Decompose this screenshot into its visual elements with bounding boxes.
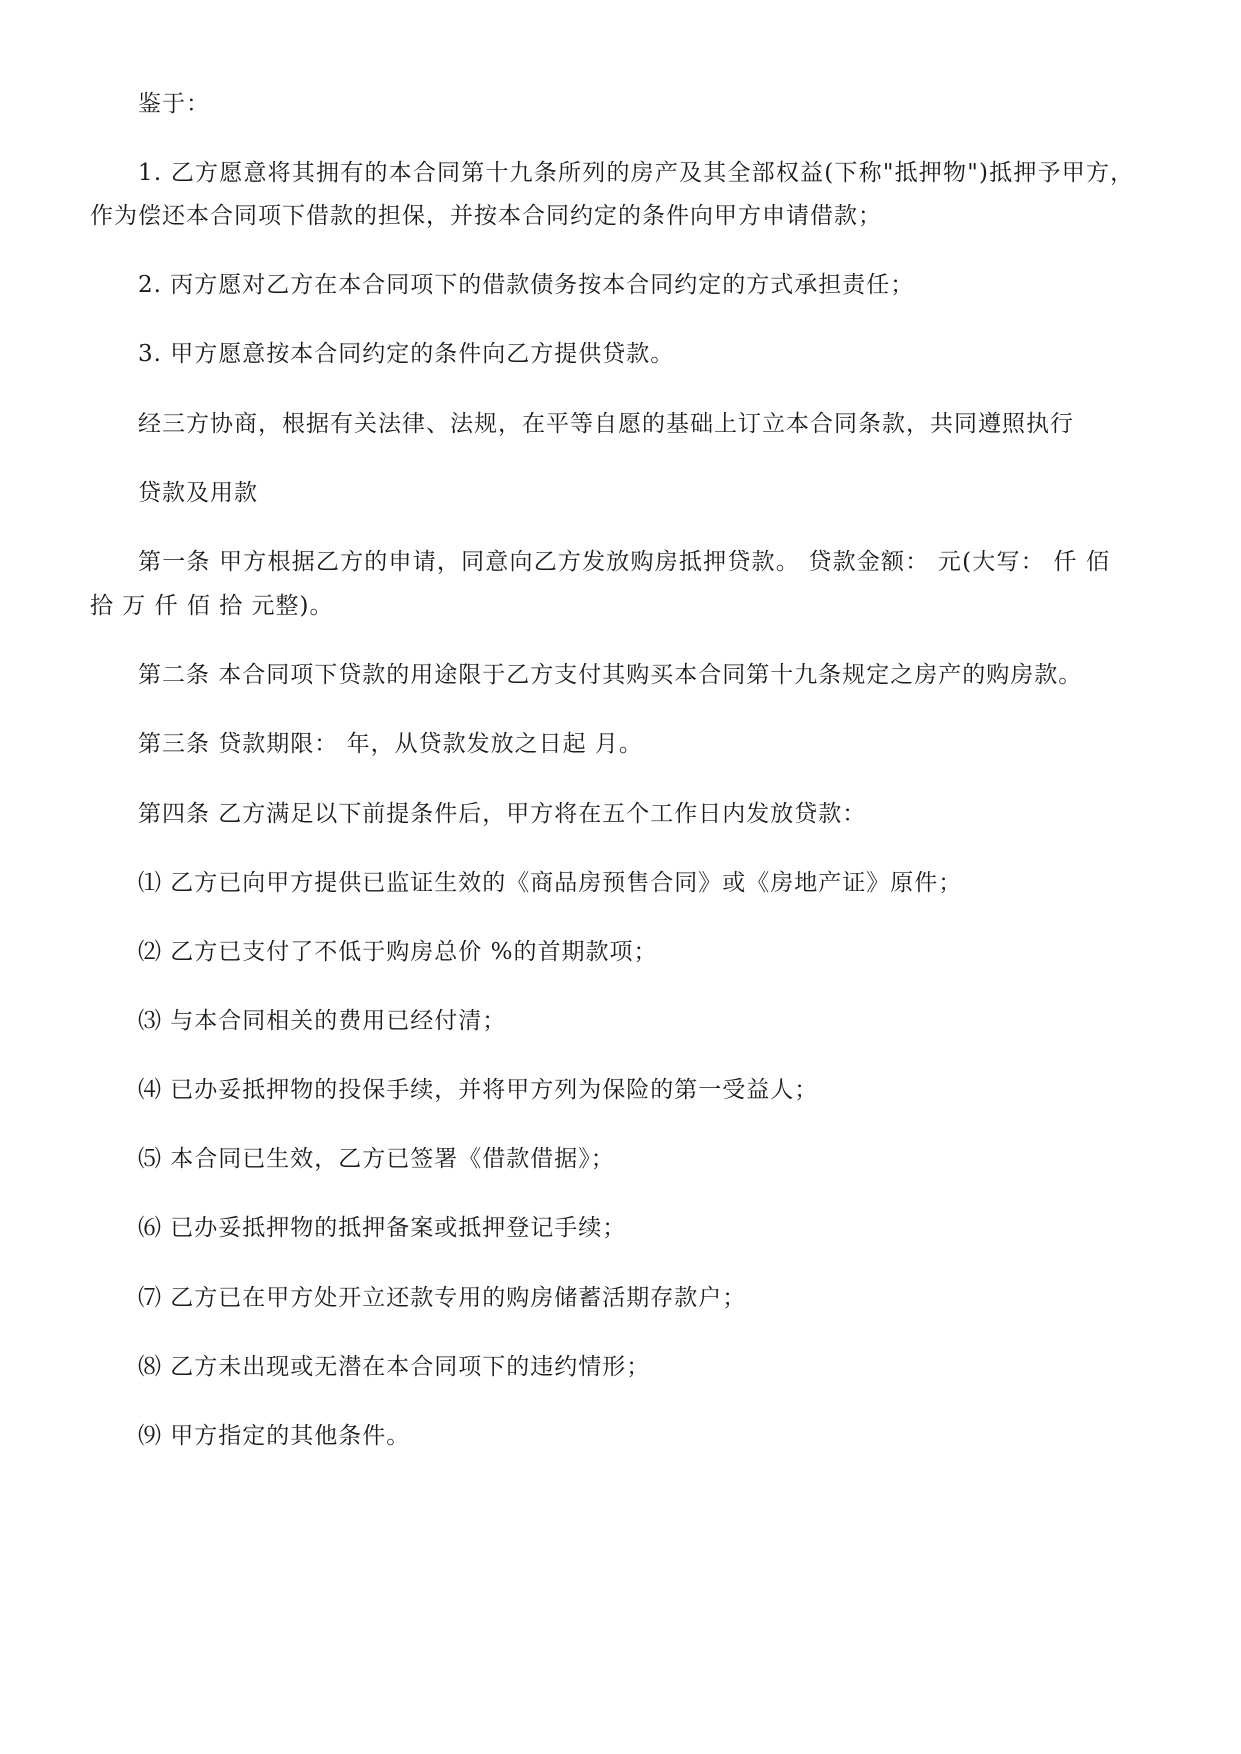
article-1-line-2: 拾 万 仟 佰 拾 元整)。 bbox=[90, 593, 334, 619]
article-1-line-1: 第一条 甲方根据乙方的申请，同意向乙方发放购房抵押贷款。 贷款金额： 元(大写： 仟 佰 bbox=[138, 549, 1111, 575]
article-2: 第二条 本合同项下贷款的用途限于乙方支付其购买本合同第十九条规定之房产的购房款。 bbox=[138, 662, 1083, 688]
condition-item-2: ⑵ 乙方已支付了不低于购房总价 %的首期款项； bbox=[138, 939, 658, 965]
condition-item-7: ⑺ 乙方已在甲方处开立还款专用的购房储蓄活期存款户； bbox=[138, 1285, 747, 1311]
article-3: 第三条 贷款期限： 年，从贷款发放之日起 月。 bbox=[138, 731, 643, 757]
condition-item-5: ⑸ 本合同已生效，乙方已签署《借款借据》； bbox=[138, 1146, 615, 1172]
condition-item-9: ⑼ 甲方指定的其他条件。 bbox=[138, 1423, 411, 1449]
recital-1-line-1: 1. 乙方愿意将其拥有的本合同第十九条所列的房产及其全部权益(下称"抵押物")抵押予甲方， bbox=[138, 160, 1135, 186]
article-4: 第四条 乙方满足以下前提条件后，甲方将在五个工作日内发放贷款： bbox=[138, 801, 867, 827]
section-heading: 贷款及用款 bbox=[138, 480, 258, 506]
recital-3: 3. 甲方愿意按本合同约定的条件向乙方提供贷款。 bbox=[138, 341, 675, 367]
condition-item-6: ⑹ 已办妥抵押物的抵押备案或抵押登记手续； bbox=[138, 1215, 627, 1241]
preamble-text: 鉴于： bbox=[138, 91, 210, 117]
condition-item-4: ⑷ 已办妥抵押物的投保手续，并将甲方列为保险的第一受益人； bbox=[138, 1077, 819, 1103]
condition-item-3: ⑶ 与本合同相关的费用已经付清； bbox=[138, 1008, 507, 1034]
recital-1-line-2: 作为偿还本合同项下借款的担保，并按本合同约定的条件向甲方申请借款； bbox=[90, 203, 882, 229]
agreement-statement: 经三方协商，根据有关法律、法规，在平等自愿的基础上订立本合同条款，共同遵照执行 bbox=[138, 411, 1074, 437]
condition-item-1: ⑴ 乙方已向甲方提供已监证生效的《商品房预售合同》或《房地产证》原件； bbox=[138, 870, 963, 896]
condition-item-8: ⑻ 乙方未出现或无潜在本合同项下的违约情形； bbox=[138, 1354, 651, 1380]
recital-2: 2. 丙方愿对乙方在本合同项下的借款债务按本合同约定的方式承担责任； bbox=[138, 272, 915, 298]
